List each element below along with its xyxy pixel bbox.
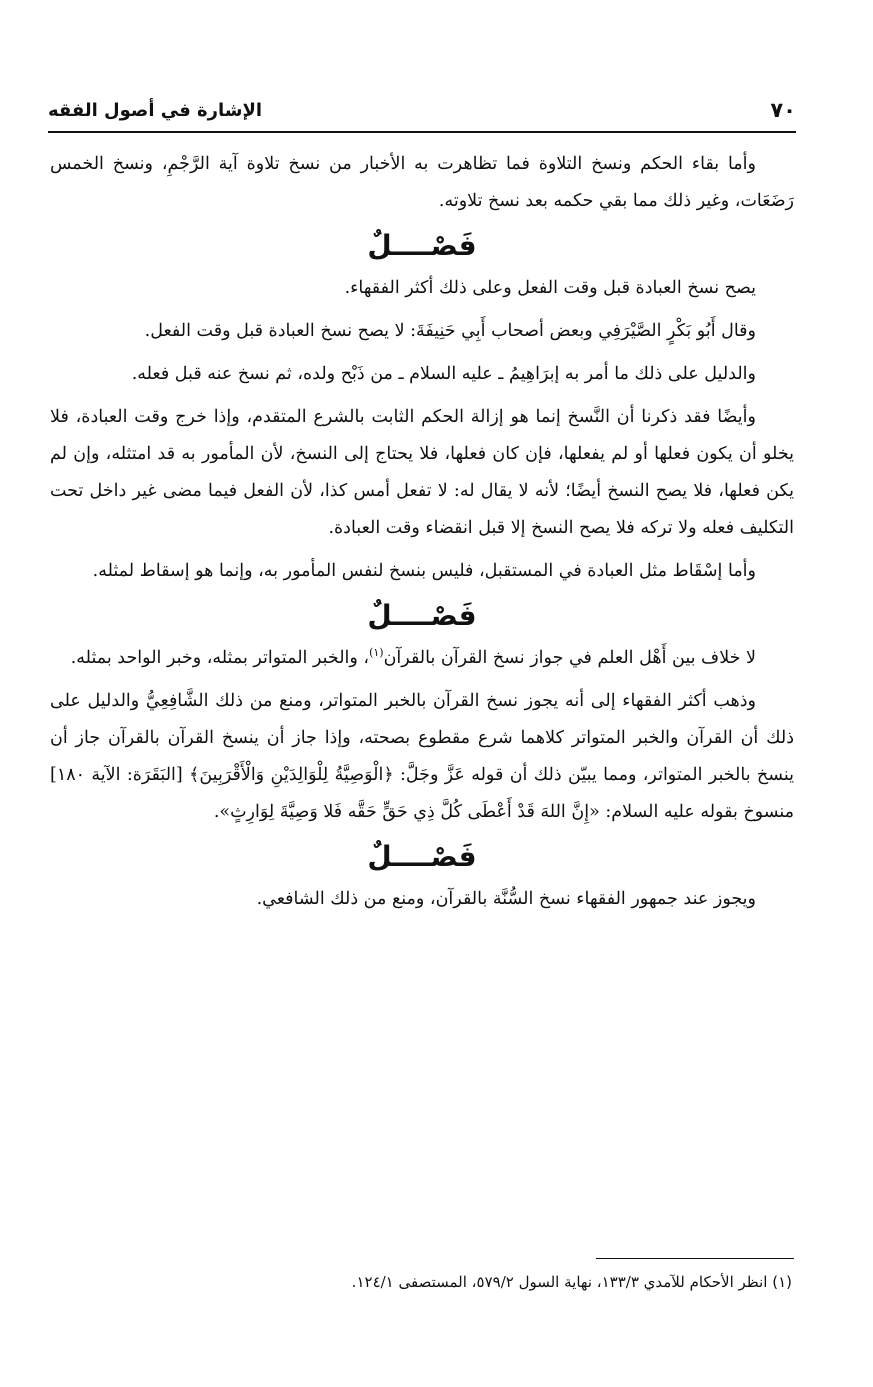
footnote-reference[interactable]: (١) xyxy=(369,646,384,660)
header-rule xyxy=(48,131,796,133)
footnote-text: انظر الأحكام للآمدي ١٣٣/٣، نهاية السول ٥٧٩/٢، المستصفى ١٢٤/١. xyxy=(351,1273,768,1291)
footnote xyxy=(50,1268,792,1296)
paragraph: والدليل على ذلك ما أمر به إبرَاهِيمُ ـ عليه السلام ـ من ذَبْح ولده، ثم نسخ عنه قبل فعله. xyxy=(131,364,756,384)
running-title: الإشارة في أصول الفقه xyxy=(48,99,263,121)
section-heading: فَصْــــلٌ xyxy=(367,599,477,632)
paragraph: ويجوز عند جمهور الفقهاء نسخ السُّنَّة بالقرآن، ومنع من ذلك الشافعي. xyxy=(256,889,756,909)
paragraph: يصح نسخ العبادة قبل وقت الفعل وعلى ذلك أكثر الفقهاء. xyxy=(344,278,756,298)
section-heading: فَصْــــلٌ xyxy=(367,229,477,262)
running-header xyxy=(48,93,796,127)
main-text xyxy=(50,146,794,924)
paragraph-text: ، والخبر المتواتر بمثله، وخبر الواحد بمثله. xyxy=(70,648,370,668)
footnote-separator xyxy=(596,1258,794,1259)
paragraph: وأما إسْقَاط مثل العبادة في المستقبل، فليس بنسخ لنفس المأمور به، وإنما هو إسقاط لمثله. xyxy=(92,561,756,581)
page-number: ٧٠ xyxy=(770,98,796,122)
paragraph: وقال أَبُو بَكْرٍ الصَّيْرَفِي وبعض أصحاب أَبِي حَنِيفَةَ: لا يصح نسخ العبادة قبل وقت الفعل. xyxy=(144,321,756,341)
section-heading: فَصْــــلٌ xyxy=(367,840,477,873)
paragraph: وأيضًا فقد ذكرنا أن النَّسخ إنما هو إزالة الحكم الثابت بالشرع المتقدم، وإذا خرج وقت العبادة، فلا يخلو أن يكون فعلها أو لم يفعلها، فإن كان فعلها، فلا يحتاج إلى النسخ، لأن المأمور به قد امتثله، وإن لم يكن فعلها، فلا يصح النسخ أيضًا؛ لأنه لا يقال له: لا تفعل أمس كذا، لأن الفعل فيما مضى غير داخل تحت التكليف فعله ولا تركه فلا يصح النسخ إلا قبل انقضاء وقت العبادة. xyxy=(50,407,794,538)
paragraph: وذهب أكثر الفقهاء إلى أنه يجوز نسخ القرآن بالخبر المتواتر، ومنع من ذلك الشَّافِعِيُّ والدليل على ذلك أن القرآن والخبر المتواتر كلاهما شرع مقطوع بصحته، وإذا جاز أن ينسخ القرآن بالقرآن جاز أن ينسخ بالخبر المتواتر، ومما يبيّن ذلك أن قوله عَزَّ وجَلَّ: ﴿الْوَصِيَّةُ لِلْوَالِدَيْنِ وَالْأَقْرَبِينَ﴾ [البَقَرَة: الآية ١٨٠] منسوخ بقوله عليه السلام: «إِنَّ اللهَ قَدْ أَعْطَى كُلَّ ذِي حَقٍّ حَقَّه فَلا وَصِيَّةَ لِوَارِثٍ». xyxy=(50,691,794,822)
paragraph xyxy=(50,640,794,677)
paragraph: وأما بقاء الحكم ونسخ التلاوة فما تظاهرت به الأخبار من نسخ تلاوة آية الرَّجْمِ، ونسخ الخمس رَضَعَات، وغير ذلك مما بقي حكمه بعد نسخ تلاوته. xyxy=(50,154,794,211)
paragraph-text: لا خلاف بين أَهْل العلم في جواز نسخ القرآن بالقرآن xyxy=(383,648,756,668)
footnote-number: (١) xyxy=(772,1273,792,1291)
